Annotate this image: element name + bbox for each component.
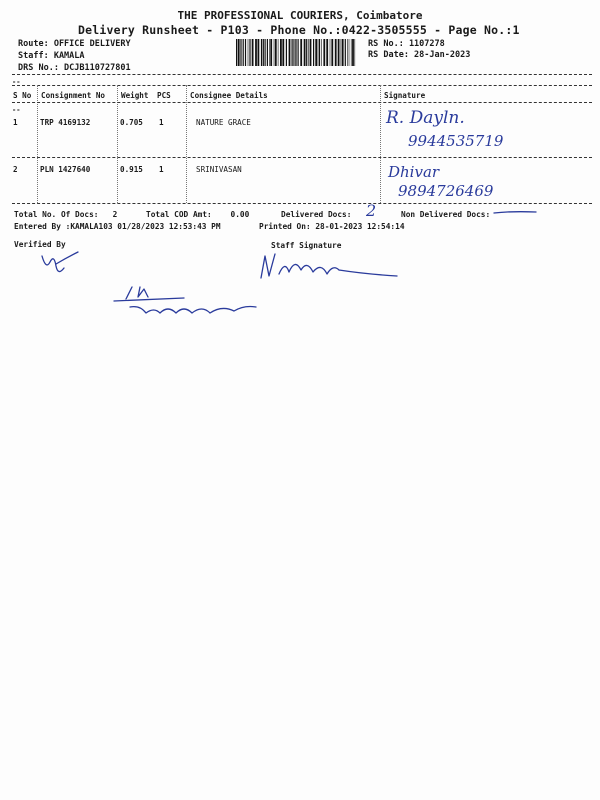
row2-weight: 0.915: [120, 165, 143, 174]
col-signature: Signature: [384, 91, 426, 100]
col-weight: Weight: [121, 91, 149, 100]
row1-signature-phone: 9944535719: [408, 132, 504, 150]
total-docs: Total No. Of Docs: 2: [14, 210, 118, 219]
col-pcs: PCS: [157, 91, 171, 100]
handwritten-initials: [110, 283, 280, 328]
staff-label: Staff: KAMALA: [18, 51, 85, 61]
row1-sno: 1: [13, 118, 18, 127]
divider: [12, 102, 592, 103]
divider: [12, 203, 592, 204]
printed-on: Printed On: 28-01-2023 12:54:14: [259, 222, 405, 231]
delivered-docs-hand: 2: [366, 201, 377, 220]
drs-number: DRS No.: DCJB110727801: [18, 63, 131, 73]
verified-by-signature: [36, 250, 86, 278]
total-cod: Total COD Amt: 0.00: [146, 210, 250, 219]
verified-by-label: Verified By: [14, 240, 66, 249]
row1-consignee: NATURE GRACE: [196, 118, 251, 127]
non-delivered-label: Non Delivered Docs:: [401, 210, 491, 219]
divider-mark: --: [12, 106, 21, 114]
col-consignee: Consignee Details: [190, 91, 268, 100]
row1-pcs: 1: [159, 118, 164, 127]
row2-consignee: SRINIVASAN: [196, 165, 242, 174]
row2-sno: 2: [13, 165, 18, 174]
col-sno: S No: [13, 91, 32, 100]
entered-by: Entered By :KAMALA103 01/28/2023 12:53:43 PM: [14, 222, 221, 231]
row2-consignment: PLN 1427640: [40, 165, 91, 174]
col-consignment: Consignment No: [41, 91, 106, 100]
non-delivered-dash: [492, 207, 540, 219]
row1-consignment: TRP 4169132: [40, 118, 91, 127]
row2-signature-phone: 9894726469: [398, 182, 494, 200]
delivered-docs-label: Delivered Docs:: [281, 210, 352, 219]
runsheet-title: Delivery Runsheet - P103 - Phone No.:0422-3505555 - Page No.:1: [78, 23, 520, 37]
row2-signature-name: Dhivar: [388, 163, 440, 181]
row2-pcs: 1: [159, 165, 164, 174]
divider-mark: --: [12, 78, 21, 86]
row1-weight: 0.705: [120, 118, 143, 127]
staff-signature-mark: [255, 250, 405, 286]
company-title: THE PROFESSIONAL COURIERS, Coimbatore: [177, 9, 423, 22]
divider: [12, 85, 592, 86]
barcode: [236, 39, 358, 66]
divider: [12, 74, 592, 75]
row1-signature-name: R. Dayln.: [386, 108, 465, 128]
rs-date: RS Date: 28-Jan-2023: [368, 50, 471, 60]
rs-number: RS No.: 1107278: [368, 39, 445, 49]
divider: [12, 157, 592, 158]
route-label: Route: OFFICE DELIVERY: [18, 39, 131, 49]
staff-signature-label: Staff Signature: [271, 241, 342, 250]
